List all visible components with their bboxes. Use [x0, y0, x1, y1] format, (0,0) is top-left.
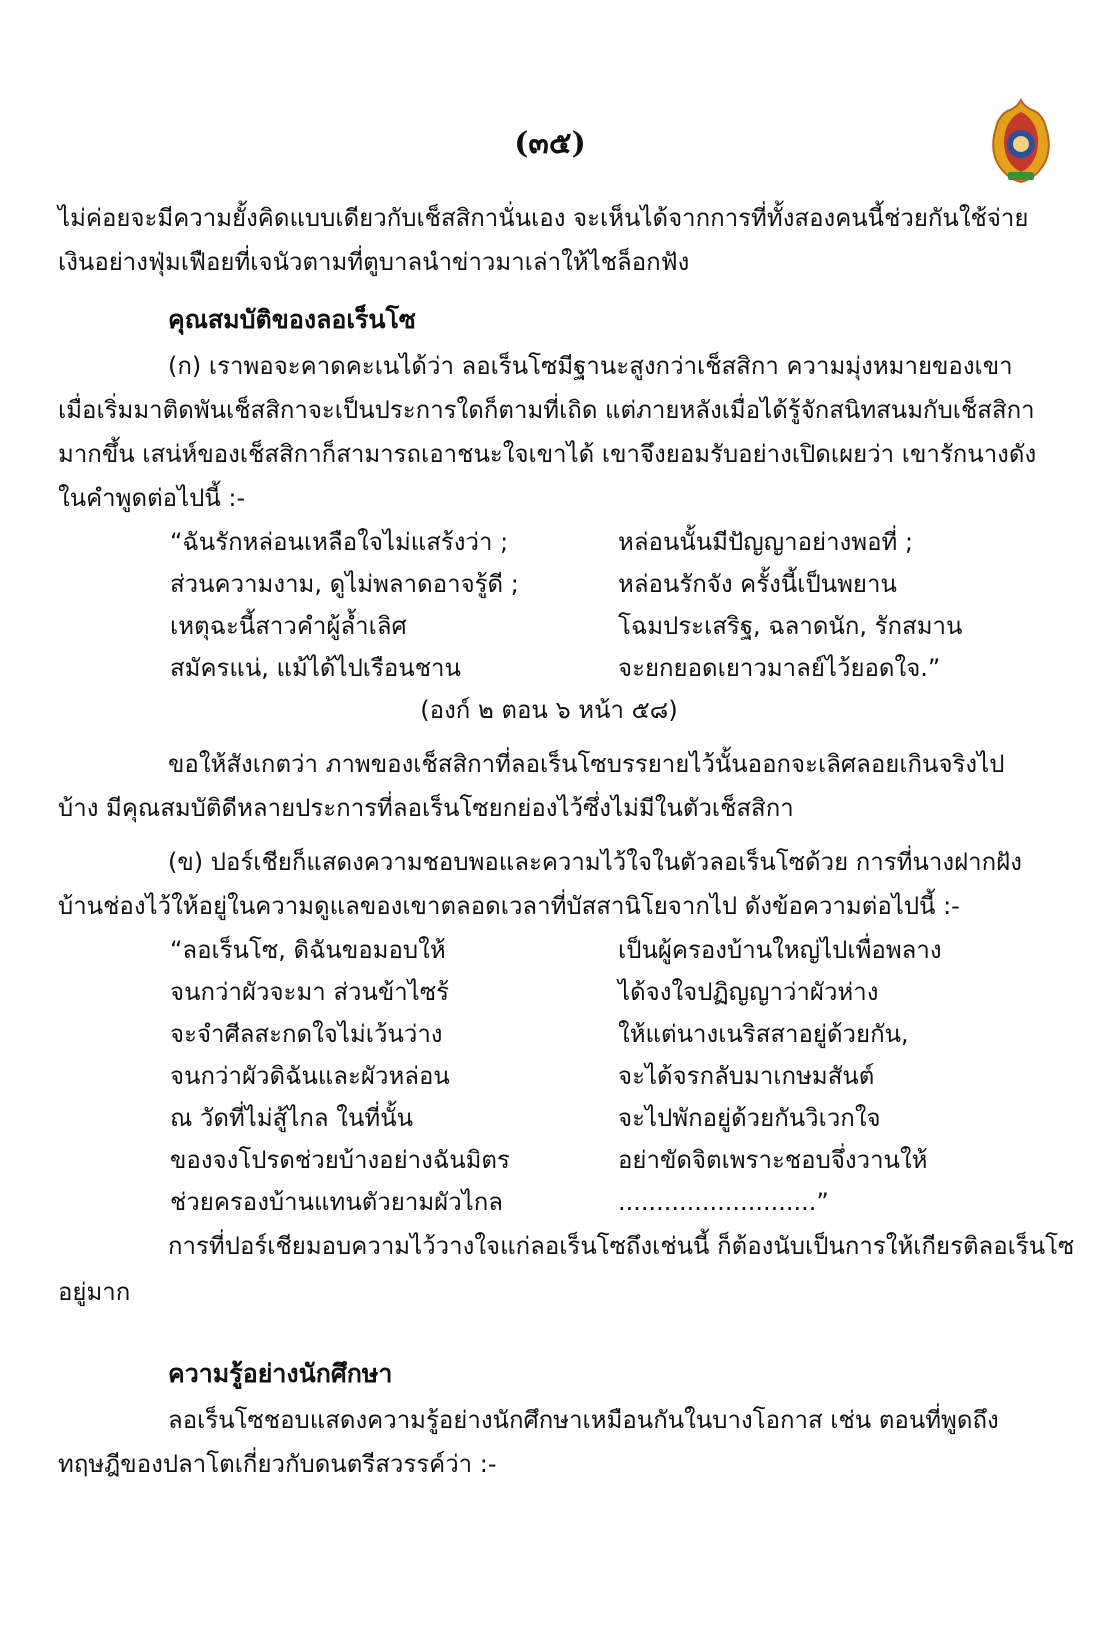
- verse-1-right-1: หล่อนนั้นมีปัญญาอย่างพอที่ ;: [618, 528, 914, 556]
- verse-2-left-1: “ลอเร็นโซ, ดิฉันขอมอบให้: [170, 936, 446, 964]
- verse-2-right-5: จะไปพักอยู่ด้วยกันวิเวกใจ: [618, 1104, 881, 1132]
- paragraph-5-line-2: อยู่มาก: [58, 1278, 131, 1306]
- paragraph-3-line-2: บ้าง มีคุณสมบัติดีหลายประการที่ลอเร็นโซยกย่องไว้ซึ่งไม่มีในตัวเช็สสิกา: [58, 794, 794, 822]
- verse-1-left-2: ส่วนความงาม, ดูไม่พลาดอาจรู้ดี ;: [170, 570, 519, 598]
- paragraph-2-line-1: (ก) เราพอจะคาดคะเนได้ว่า ลอเร็นโซมีฐานะสูงกว่าเช็สสิกา ความมุ่งหมายของเขา: [168, 352, 1013, 380]
- verse-2-right-1: เป็นผู้ครองบ้านใหญ่ไปเพื่อพลาง: [618, 936, 942, 964]
- paragraph-6-line-2: ทฤษฎีของปลาโตเกี่ยวกับดนตรีสวรรค์ว่า :-: [58, 1450, 497, 1478]
- verse-1-right-3: โฉมประเสริฐ, ฉลาดนัก, รักสมาน: [618, 612, 963, 640]
- paragraph-1-line-2: เงินอย่างฟุ่มเฟือยที่เจนัวตามที่ตูบาลนำข่าวมาเล่าให้ไชล็อกฟัง: [58, 248, 690, 276]
- verse-2-left-4: จนกว่าผัวดิฉันและผัวหล่อน: [170, 1062, 450, 1090]
- paragraph-4-line-1: (ข) ปอร์เชียก็แสดงความชอบพอและความไว้ใจในตัวลอเร็นโซด้วย การที่นางฝากฝัง: [168, 848, 1022, 876]
- verse-2-left-3: จะจำศีลสะกดใจไม่เว้นว่าง: [170, 1020, 443, 1048]
- heading-lorenzo-qualities: คุณสมบัติของลอเร็นโซ: [168, 305, 416, 334]
- verse-2-right-2: ได้จงใจปฏิญญาว่าผัวห่าง: [618, 978, 879, 1006]
- verse-2-right-6: อย่าขัดจิตเพราะชอบจึ่งวานให้: [618, 1146, 928, 1174]
- paragraph-2-line-4: ในคำพูดต่อไปนี้ :-: [58, 484, 246, 512]
- verse-1-left-3: เหตุฉะนี้สาวคำผู้ล้ำเลิศ: [170, 612, 407, 640]
- paragraph-2-line-3: มากขึ้น เสน่ห์ของเช็สสิกาก็สามารถเอาชนะใจเขาได้ เขาจึงยอมรับอย่างเปิดเผยว่า เขารักนางดัง: [58, 440, 1037, 468]
- verse-2-right-4: จะได้จรกลับมาเกษมสันต์: [618, 1062, 875, 1090]
- verse-1-right-2: หล่อนรักจัง ครั้งนี้เป็นพยาน: [618, 570, 897, 598]
- paragraph-1-line-1: ไม่ค่อยจะมีความยั้งคิดแบบเดียวกับเช็สสิกานั่นเอง จะเห็นได้จากการที่ทั้งสองคนนี้ช่วยกันใช้จ่าย: [58, 204, 1029, 232]
- heading-scholarly-knowledge: ความรู้อย่างนักศึกษา: [168, 1359, 393, 1388]
- verse-2-left-7: ช่วยครองบ้านแทนตัวยามผัวไกล: [170, 1188, 503, 1216]
- page-number: (๓๕): [514, 126, 586, 161]
- paragraph-4-line-2: บ้านช่องไว้ให้อยู่ในความดูแลของเขาตลอดเวลาที่บัสสานิโยจากไป ดังข้อความต่อไปนี้ :-: [58, 892, 960, 920]
- paragraph-6-line-1: ลอเร็นโซชอบแสดงความรู้อย่างนักศึกษาเหมือนกันในบางโอกาส เช่น ตอนที่พูดถึง: [168, 1406, 999, 1434]
- verse-1-right-4: จะยกยอดเยาวมาลย์ไว้ยอดใจ.”: [618, 654, 941, 682]
- verse-2-left-2: จนกว่าผัวจะมา ส่วนข้าไซร้: [170, 978, 450, 1006]
- verse-2-left-6: ของจงโปรดช่วยบ้างอย่างฉันมิตร: [170, 1146, 510, 1174]
- emblem-logo: [988, 98, 1054, 184]
- verse-2-right-7: ..........................”: [618, 1188, 829, 1216]
- paragraph-3-line-1: ขอให้สังเกตว่า ภาพของเช็สสิกาที่ลอเร็นโซบรรยายไว้นั้นออกจะเลิศลอยเกินจริงไป: [168, 750, 1005, 778]
- citation-1: (องก์ ๒ ตอน ๖ หน้า ๕๘): [420, 696, 678, 724]
- verse-1-left-1: “ฉันรักหล่อนเหลือใจไม่แสร้งว่า ;: [170, 528, 509, 556]
- paragraph-2-line-2: เมื่อเริ่มมาติดพันเช็สสิกาจะเป็นประการใดก็ตามที่เถิด แต่ภายหลังเมื่อได้รู้จักสนิทสนมกับเช็สสิกา: [58, 396, 1035, 424]
- verse-1-left-4: สมัครแน่, แม้ได้ไปเรือนชาน: [170, 654, 461, 682]
- verse-2-left-5: ณ วัดที่ไม่สู้ไกล ในที่นั้น: [170, 1104, 414, 1132]
- verse-2-right-3: ให้แต่นางเนริสสาอยู่ด้วยกัน,: [618, 1020, 909, 1048]
- paragraph-5-line-1: การที่ปอร์เชียมอบความไว้วางใจแก่ลอเร็นโซถึงเช่นนี้ ก็ต้องนับเป็นการให้เกียรติลอเร็นโซ: [168, 1232, 1075, 1260]
